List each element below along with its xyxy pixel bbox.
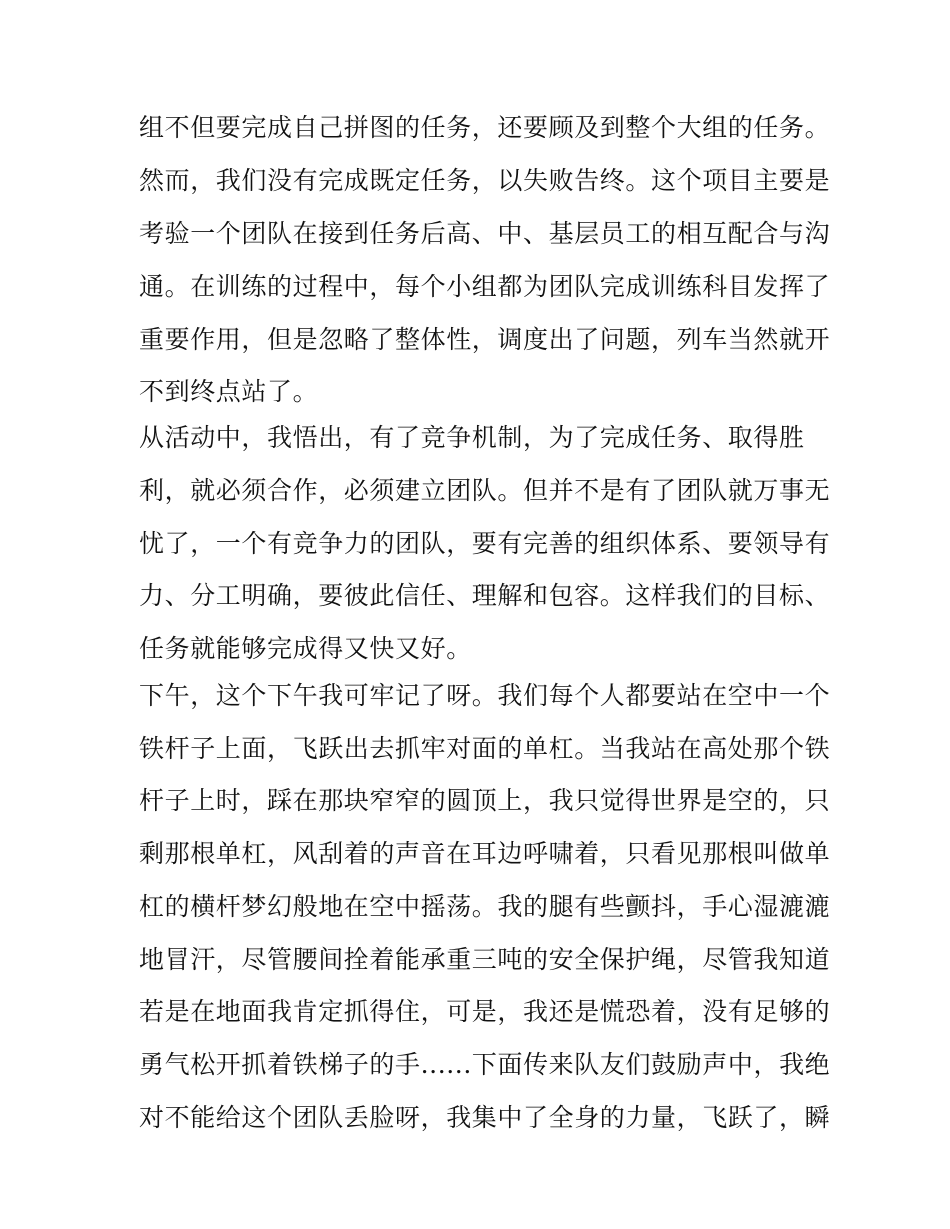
text-line: 对不能给这个团队丢脸呀，我集中了全身的力量，飞跃了，瞬 bbox=[139, 1103, 831, 1132]
text-line: 通。在训练的过程中，每个小组都为团队完成训练科目发挥了 bbox=[139, 272, 831, 301]
text-line: 杠的横杆梦幻般地在空中摇荡。我的腿有些颤抖，手心湿漉漉 bbox=[139, 892, 831, 921]
text-line: 不到终点站了。 bbox=[139, 377, 319, 406]
text-line: 地冒汗，尽管腰间拴着能承重三吨的安全保护绳，尽管我知道 bbox=[139, 945, 831, 974]
text-line: 铁杆子上面，飞跃出去抓牢对面的单杠。当我站在高处那个铁 bbox=[139, 734, 831, 763]
text-line: 杆子上时，踩在那块窄窄的圆顶上，我只觉得世界是空的，只 bbox=[139, 786, 831, 815]
text-line: 从活动中，我悟出，有了竞争机制，为了完成任务、取得胜 bbox=[139, 423, 805, 452]
text-line: 剩那根单杠，风刮着的声音在耳边呼啸着，只看见那根叫做单 bbox=[139, 839, 831, 868]
text-line: 若是在地面我肯定抓得住，可是，我还是慌恐着，没有足够的 bbox=[139, 997, 831, 1026]
text-line: 考验一个团队在接到任务后高、中、基层员工的相互配合与沟 bbox=[139, 219, 831, 248]
text-line: 利，就必须合作，必须建立团队。但并不是有了团队就万事无 bbox=[139, 476, 831, 505]
text-line: 力、分工明确，要彼此信任、理解和包容。这样我们的目标、 bbox=[139, 581, 831, 610]
text-line: 组不但要完成自己拼图的任务，还要顾及到整个大组的任务。 bbox=[139, 113, 831, 142]
text-line: 下午，这个下午我可牢记了呀。我们每个人都要站在空中一个 bbox=[139, 681, 831, 710]
text-line: 忧了，一个有竞争力的团队，要有完善的组织体系、要领导有 bbox=[139, 529, 831, 558]
text-line: 重要作用，但是忽略了整体性，调度出了问题，列车当然就开 bbox=[139, 325, 831, 354]
text-line: 勇气松开抓着铁梯子的手......下面传来队友们鼓励声中，我绝 bbox=[139, 1050, 831, 1079]
text-line: 任务就能够完成得又快又好。 bbox=[139, 634, 472, 663]
text-line: 然而，我们没有完成既定任务，以失败告终。这个项目主要是 bbox=[139, 166, 831, 195]
